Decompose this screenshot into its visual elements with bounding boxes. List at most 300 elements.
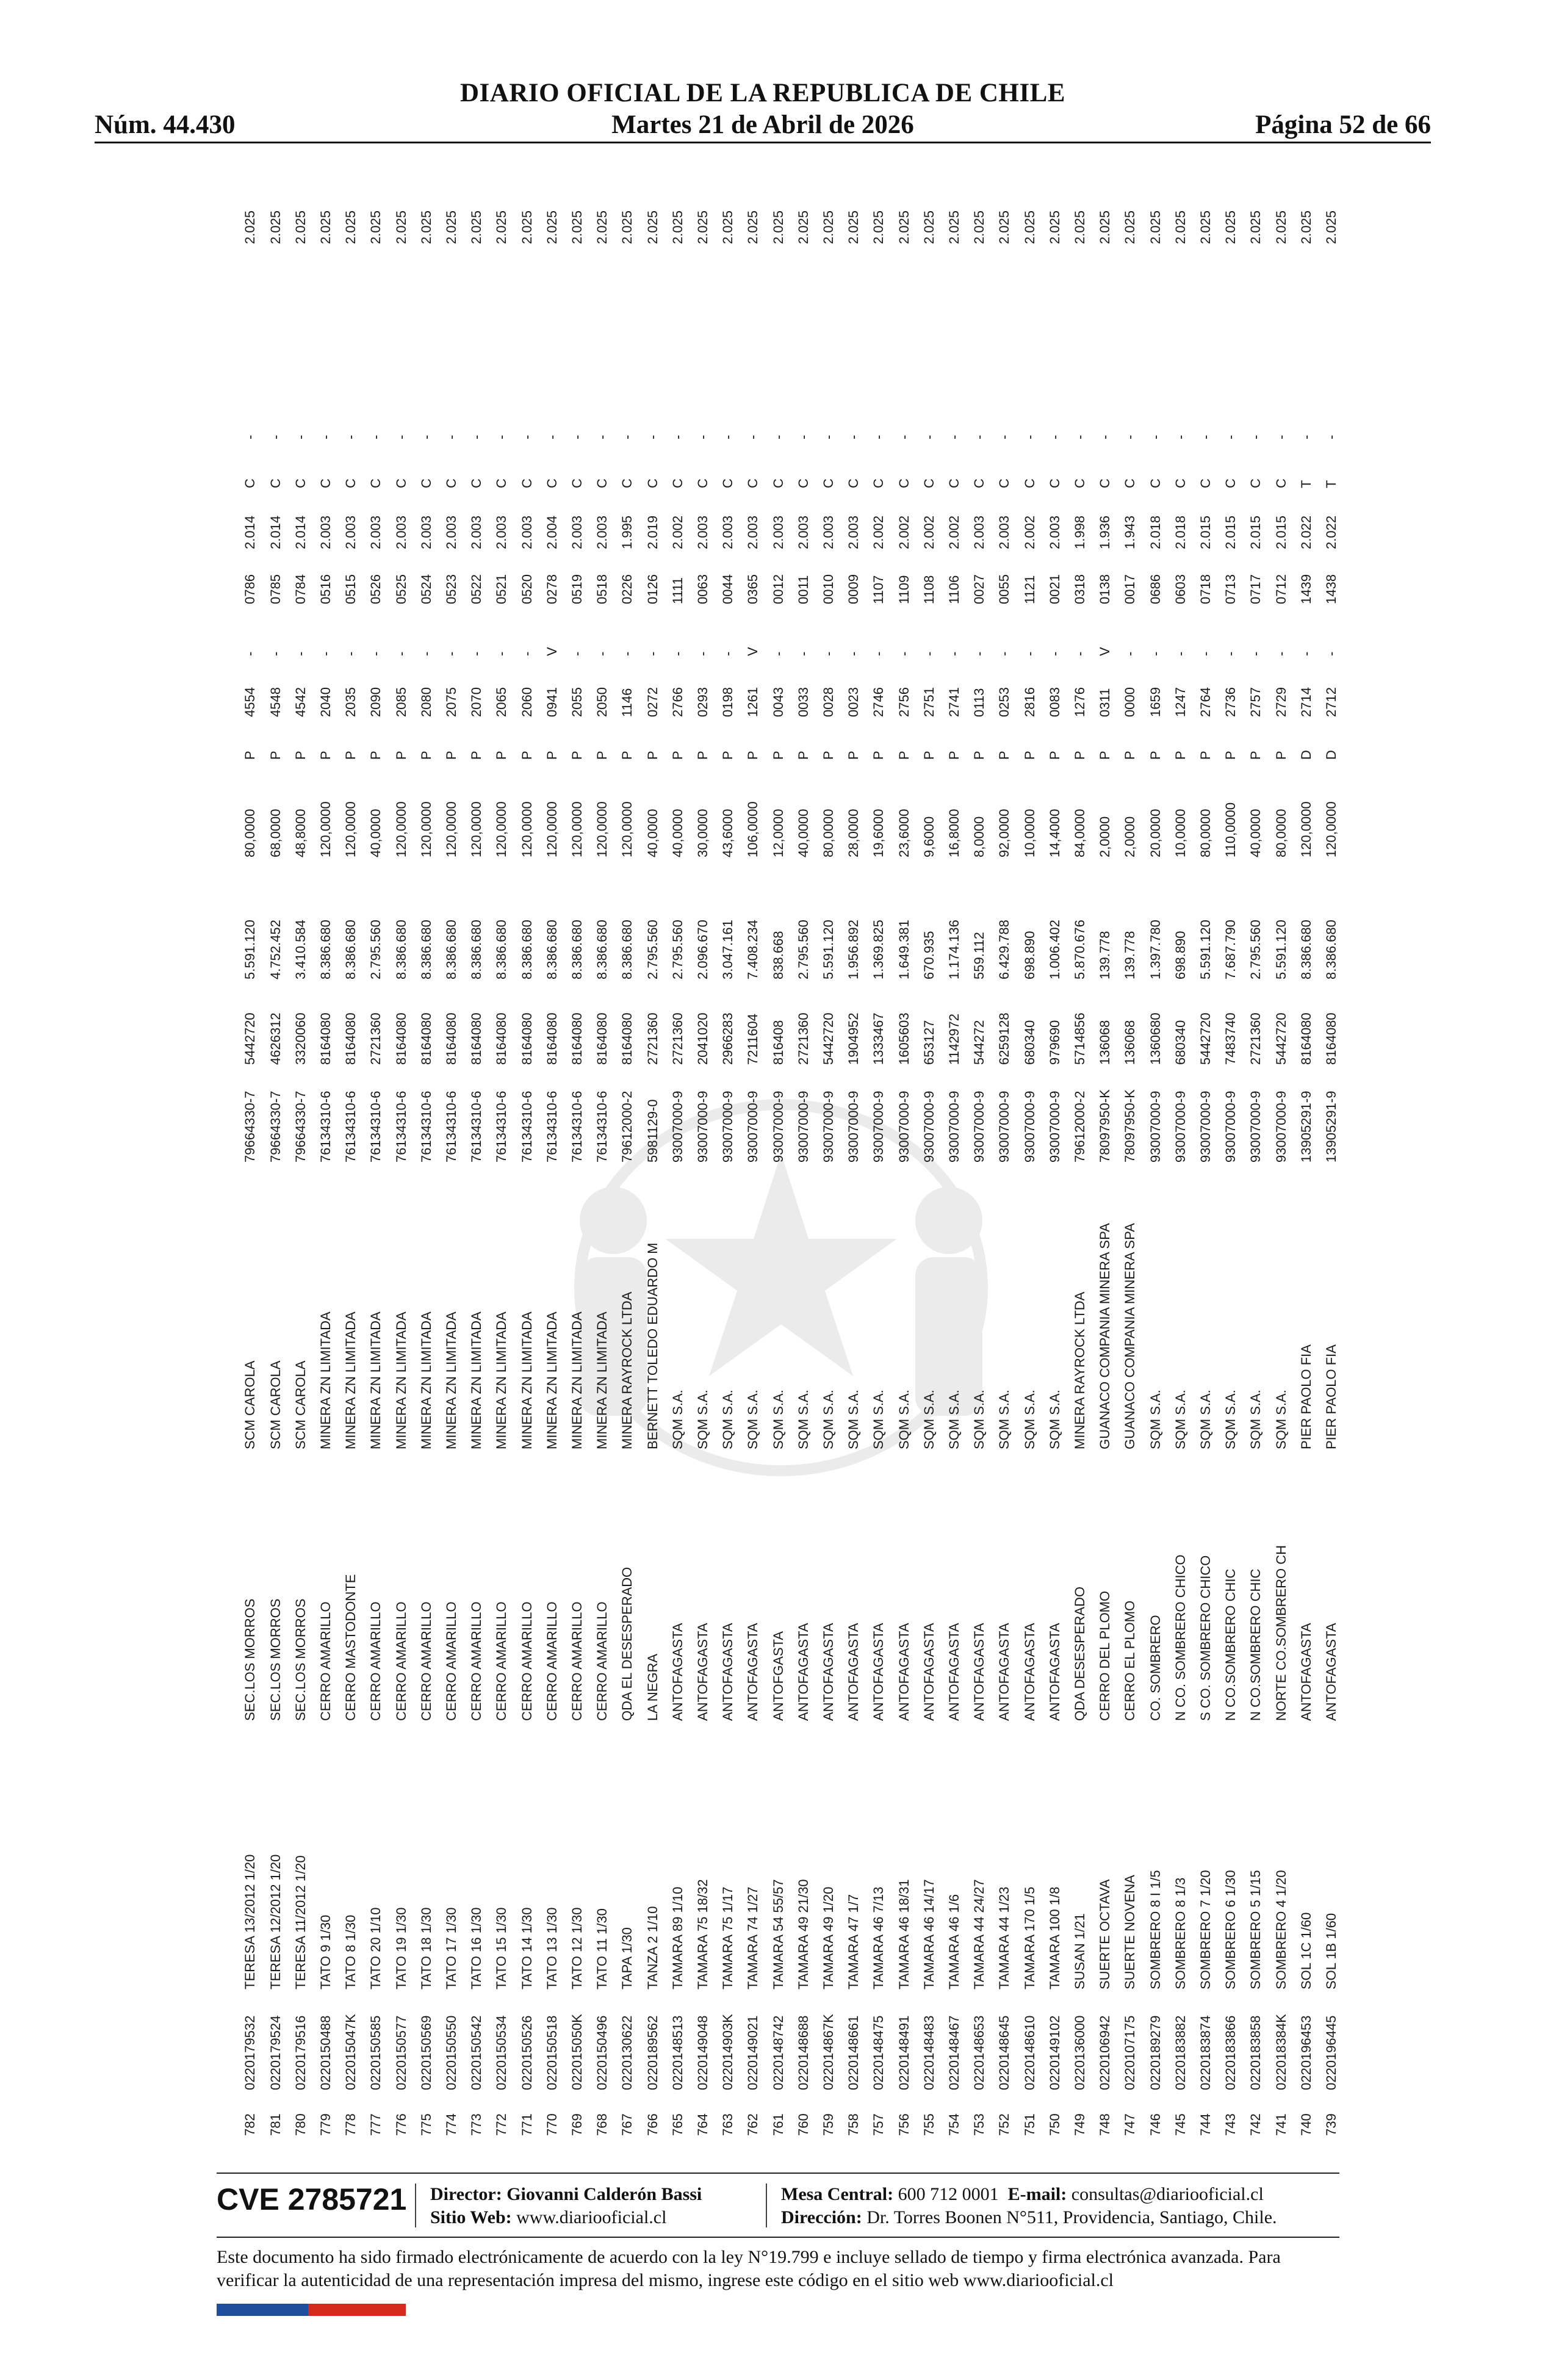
cell-hectares: 120,0000	[343, 801, 359, 857]
cell-letter: T	[1298, 480, 1314, 488]
cell-hectares: 43,6000	[720, 809, 736, 857]
cell-dash: -	[1198, 435, 1213, 439]
cell-year: 2.022	[1298, 515, 1314, 549]
cell-holder: SQM S.A.	[795, 1390, 811, 1449]
cell-concession-name: TAMARA 44 1/23	[996, 1886, 1012, 1989]
cell-value-2: 2.795.560	[1248, 920, 1264, 979]
cell-rut: 76134310-6	[343, 1091, 359, 1163]
cell-folio: 2075	[444, 687, 459, 717]
table-row	[313, 165, 338, 2148]
cell-holder: MINERA RAYROCK LTDA	[619, 1291, 635, 1449]
cell-year-2: 2.025	[1097, 210, 1113, 244]
cell-code: 0220150542	[469, 2015, 484, 2090]
cell-code: 0220148688	[795, 2015, 811, 2090]
cell-year: 1.995	[619, 515, 635, 549]
cell-letter: C	[996, 478, 1012, 488]
table-row	[414, 165, 439, 2148]
cell-hectares: 120,0000	[469, 801, 484, 857]
cell-folio: 0311	[1097, 688, 1113, 717]
cell-code: 0220179524	[267, 2015, 283, 2090]
table-row	[1294, 165, 1319, 2148]
cell-value-1: 5714856	[1072, 1012, 1087, 1065]
cell-value-1: 8164080	[393, 1012, 409, 1065]
cell-type: P	[921, 751, 937, 760]
cell-letter: C	[418, 478, 434, 488]
cell-code: 0220148661	[846, 2015, 862, 2090]
cell-concession-name: TAMARA 170 1/5	[1021, 1886, 1037, 1989]
cell-dash: -	[393, 435, 409, 439]
cell-rut: 79664330-7	[267, 1091, 283, 1163]
cell-year: 2.015	[1223, 515, 1239, 549]
cell-holder: SQM S.A.	[846, 1390, 862, 1449]
cell-location: CERRO AMARILLO	[544, 1601, 560, 1721]
cell-location: ANTOFAGASTA	[1298, 1623, 1314, 1721]
footer-contact-block	[781, 2183, 1277, 2229]
mesa-phone: 600 712 0001	[898, 2184, 999, 2204]
cell-value-2: 8.386.680	[343, 920, 359, 979]
cell-dash: -	[996, 435, 1012, 439]
director-name: Giovanni Calderón Bassi	[506, 2184, 702, 2204]
cell-number: 1107	[871, 575, 887, 604]
cell-number: 0010	[821, 574, 836, 604]
cell-dash: -	[921, 435, 937, 439]
cell-hectares: 106,0000	[745, 801, 761, 857]
issue-date: Martes 21 de Abril de 2026	[611, 110, 914, 139]
cell-holder: MINERA ZN LIMITADA	[343, 1311, 359, 1449]
cell-flag: -	[669, 651, 685, 656]
cell-location: ANTOFAGASTA	[921, 1623, 937, 1721]
table-row	[1092, 165, 1117, 2148]
cell-value-1: 6259128	[996, 1012, 1012, 1065]
cell-letter: C	[971, 478, 987, 488]
cell-rut: 79612000-2	[619, 1091, 635, 1163]
cell-concession-name: TAMARA 74 1/27	[745, 1886, 761, 1989]
cell-number: 0009	[846, 574, 862, 604]
cell-location: CERRO AMARILLO	[444, 1601, 459, 1721]
header-divider	[95, 142, 1431, 143]
cell-value-1: 8164080	[619, 1012, 635, 1065]
cell-type: P	[619, 751, 635, 760]
cell-year-2: 2.025	[821, 210, 836, 244]
cell-type: P	[946, 751, 962, 760]
cell-code: 0220149102	[1046, 2015, 1062, 2090]
table-row	[1017, 165, 1042, 2148]
cell-letter: C	[1273, 478, 1289, 488]
address-label: Dirección:	[781, 2207, 862, 2227]
cell-letter: C	[795, 478, 811, 488]
cell-holder: SQM S.A.	[1273, 1390, 1289, 1449]
cell-flag: -	[1072, 651, 1087, 656]
cell-number: 0027	[971, 574, 987, 604]
cell-hectares: 20,0000	[1147, 809, 1163, 857]
table-row	[1243, 165, 1268, 2148]
cell-year: 2.015	[1248, 515, 1264, 549]
cell-type: P	[418, 751, 434, 760]
cell-rut: 93007000-9	[745, 1091, 761, 1163]
table-row	[288, 165, 313, 2148]
cell-row-number: 767	[619, 2113, 635, 2136]
table-row	[614, 165, 639, 2148]
cell-rut: 13905291-9	[1298, 1091, 1314, 1163]
cell-value-1: 8164080	[444, 1012, 459, 1065]
cell-hectares: 40,0000	[1248, 809, 1264, 857]
cell-dash: -	[1273, 435, 1289, 439]
cell-code: 0220149048	[695, 2015, 710, 2090]
cell-number: 0044	[720, 574, 736, 604]
cell-row-number: 741	[1273, 2113, 1289, 2136]
cell-value-1: 136068	[1122, 1020, 1138, 1065]
cell-row-number: 777	[368, 2113, 384, 2136]
cell-rut: 93007000-9	[1198, 1091, 1213, 1163]
cell-dash: -	[1223, 435, 1239, 439]
cell-code: 0220130622	[619, 2015, 635, 2090]
email-link[interactable]: consultas@diariooficial.cl	[1071, 2184, 1264, 2204]
cell-row-number: 775	[418, 2113, 434, 2136]
cell-code: 0220196453	[1298, 2015, 1314, 2090]
cell-holder: SQM S.A.	[1172, 1390, 1188, 1449]
table-row	[338, 165, 363, 2148]
cell-dash: -	[871, 435, 887, 439]
cell-row-number: 776	[393, 2113, 409, 2136]
cell-letter: C	[444, 478, 459, 488]
cell-year: 2.014	[267, 515, 283, 549]
cell-code: 0220150526	[519, 2015, 535, 2090]
cell-dash: -	[1097, 435, 1113, 439]
cell-dash: -	[1046, 435, 1062, 439]
cell-flag: -	[569, 651, 585, 656]
cell-hectares: 120,0000	[544, 801, 560, 857]
cell-flag: -	[1122, 651, 1138, 656]
cell-row-number: 773	[469, 2113, 484, 2136]
cell-rut: 5981129-0	[644, 1099, 660, 1163]
cell-code: 022014903K	[720, 2014, 736, 2090]
cell-holder: SQM S.A.	[745, 1390, 761, 1449]
cell-number: 0522	[469, 574, 484, 604]
cell-type: P	[745, 751, 761, 760]
cell-type: P	[871, 751, 887, 760]
table-row	[1117, 165, 1142, 2148]
cell-year-2: 2.025	[292, 210, 308, 244]
cell-letter: C	[1172, 478, 1188, 488]
cell-letter: C	[292, 478, 308, 488]
cell-value-1: 4626312	[267, 1012, 283, 1065]
cell-rut: 76134310-6	[569, 1091, 585, 1163]
table-row	[564, 165, 589, 2148]
cell-value-2: 5.591.120	[242, 920, 258, 979]
cell-year-2: 2.025	[444, 210, 459, 244]
table-row	[992, 165, 1017, 2148]
cell-rut: 93007000-9	[996, 1091, 1012, 1163]
cell-rut: 76134310-6	[418, 1091, 434, 1163]
cell-location: CERRO AMARILLO	[393, 1601, 409, 1721]
cell-row-number: 758	[846, 2113, 862, 2136]
cell-number: 0365	[745, 574, 761, 604]
cell-value-2: 1.174.136	[946, 920, 962, 979]
cell-year: 2.002	[946, 515, 962, 549]
cell-type: P	[267, 751, 283, 760]
cell-letter: C	[1046, 478, 1062, 488]
cell-concession-name: SOL 1C 1/60	[1298, 1912, 1314, 1989]
cell-location: CO. SOMBRERO	[1147, 1615, 1163, 1721]
cell-folio: 2729	[1273, 687, 1289, 717]
cell-hectares: 120,0000	[1298, 801, 1314, 857]
cell-row-number: 782	[242, 2113, 258, 2136]
cell-row-number: 752	[996, 2113, 1012, 2136]
cell-letter: C	[1122, 478, 1138, 488]
cell-value-1: 2721360	[669, 1012, 685, 1065]
cell-year-2: 2.025	[1273, 210, 1289, 244]
cell-dash: -	[544, 435, 560, 439]
cell-code: 0220150488	[318, 2015, 333, 2090]
cell-folio: 1146	[619, 688, 635, 717]
cell-holder: PIER PAOLO FIA	[1324, 1344, 1339, 1449]
cell-hectares: 40,0000	[669, 809, 685, 857]
cell-location: LA NEGRA	[644, 1653, 660, 1721]
cell-number: 0011	[795, 575, 811, 604]
cell-year-2: 2.025	[418, 210, 434, 244]
cell-hectares: 120,0000	[318, 801, 333, 857]
cell-year-2: 2.025	[544, 210, 560, 244]
cell-code: 022015050K	[569, 2014, 585, 2090]
cell-value-2: 8.386.680	[393, 920, 409, 979]
cell-value-2: 8.386.680	[619, 920, 635, 979]
cell-dash: -	[946, 435, 962, 439]
table-row	[1269, 165, 1294, 2148]
cell-code: 022015047K	[343, 2014, 359, 2090]
cell-letter: C	[594, 478, 610, 488]
cell-number: 0226	[619, 574, 635, 604]
cell-year: 2.003	[846, 515, 862, 549]
cell-rut: 13905291-9	[1324, 1091, 1339, 1163]
cell-folio: 2070	[469, 687, 484, 717]
cell-year: 2.003	[444, 515, 459, 549]
cell-dash: -	[519, 435, 535, 439]
cell-row-number: 749	[1072, 2113, 1087, 2136]
cell-year-2: 2.025	[368, 210, 384, 244]
cell-flag: -	[594, 651, 610, 656]
cell-row-number: 747	[1122, 2113, 1138, 2136]
cell-concession-name: SOL 1B 1/60	[1324, 1913, 1339, 1989]
website-link[interactable]: www.diariooficial.cl	[516, 2207, 667, 2227]
cell-flag: -	[1298, 651, 1314, 656]
cell-concession-name: TERESA 11/2012 1/20	[292, 1855, 308, 1989]
cell-dash: -	[1248, 435, 1264, 439]
cell-row-number: 763	[720, 2113, 736, 2136]
cell-type: P	[720, 751, 736, 760]
cell-code: 0220148653	[971, 2015, 987, 2090]
cell-year: 2.003	[393, 515, 409, 549]
cell-number: 0063	[695, 574, 710, 604]
cell-location: ANTOFAGASTA	[669, 1623, 685, 1721]
cell-number: 1121	[1021, 575, 1037, 604]
cell-rut: 93007000-9	[1273, 1091, 1289, 1163]
cell-value-1: 979690	[1046, 1020, 1062, 1065]
cell-year-2: 2.025	[1147, 210, 1163, 244]
cell-folio: 2756	[896, 687, 912, 717]
cell-location: QDA EL DESESPERADO	[619, 1567, 635, 1721]
cell-flag: -	[318, 651, 333, 656]
page-number: Página 52 de 66	[1255, 110, 1431, 139]
cell-flag: -	[418, 651, 434, 656]
cell-dash: -	[318, 435, 333, 439]
cell-letter: C	[846, 478, 862, 488]
cell-flag: -	[720, 651, 736, 656]
cell-row-number: 745	[1172, 2113, 1188, 2136]
cell-type: P	[242, 751, 258, 760]
cell-letter: C	[267, 478, 283, 488]
cell-year-2: 2.025	[494, 210, 510, 244]
cell-holder: SQM S.A.	[896, 1390, 912, 1449]
newspaper-title: DIARIO OFICIAL DE LA REPUBLICA DE CHILE	[460, 79, 1065, 107]
cell-row-number: 778	[343, 2113, 359, 2136]
cell-location: ANTOFAGASTA	[946, 1623, 962, 1721]
cell-value-2: 8.386.680	[544, 920, 560, 979]
table-row	[942, 165, 967, 2148]
cell-rut: 93007000-9	[821, 1091, 836, 1163]
cell-rut: 93007000-9	[1021, 1091, 1037, 1163]
cell-row-number: 756	[896, 2113, 912, 2136]
cell-value-1: 8164080	[544, 1012, 560, 1065]
cell-code: 0220183874	[1198, 2015, 1213, 2090]
cell-type: P	[1021, 751, 1037, 760]
cell-location: CERRO MASTODONTE	[343, 1574, 359, 1721]
cell-hectares: 10,0000	[1021, 809, 1037, 857]
cell-value-1: 8164080	[494, 1012, 510, 1065]
cell-year-2: 2.025	[896, 210, 912, 244]
cell-type: P	[469, 751, 484, 760]
cell-folio: 2090	[368, 687, 384, 717]
cell-holder: MINERA ZN LIMITADA	[393, 1311, 409, 1449]
cell-year-2: 2.025	[393, 210, 409, 244]
cell-value-2: 5.591.120	[1273, 920, 1289, 979]
cell-location: ANTOFAGASTA	[821, 1623, 836, 1721]
cell-value-2: 139.778	[1122, 931, 1138, 979]
cell-rut: 79664330-7	[242, 1091, 258, 1163]
cell-type: P	[292, 751, 308, 760]
cell-hectares: 80,0000	[821, 809, 836, 857]
cell-row-number: 750	[1046, 2113, 1062, 2136]
cell-concession-name: TATO 19 1/30	[393, 1907, 409, 1989]
cell-year-2: 2.025	[921, 210, 937, 244]
cell-flag: V	[1097, 647, 1113, 656]
cell-value-1: 1142972	[946, 1013, 962, 1065]
cell-concession-name: SOMBRERO 8 I 1/5	[1147, 1870, 1163, 1989]
cell-hectares: 10,0000	[1172, 809, 1188, 857]
cell-flag: V	[544, 647, 560, 656]
cell-code: 0220183882	[1172, 2015, 1188, 2090]
concessions-table	[217, 165, 1339, 2148]
table-row	[640, 165, 665, 2148]
cell-location: CERRO DEL PLOMO	[1097, 1590, 1113, 1721]
cell-holder: MINERA ZN LIMITADA	[444, 1311, 459, 1449]
cell-holder: SQM S.A.	[669, 1390, 685, 1449]
cell-dash: -	[1147, 435, 1163, 439]
cell-holder: SQM S.A.	[1147, 1390, 1163, 1449]
cell-flag: -	[896, 651, 912, 656]
cell-dash: -	[242, 435, 258, 439]
cell-number: 1111	[669, 577, 685, 604]
cell-year-2: 2.025	[846, 210, 862, 244]
cell-holder: SQM S.A.	[996, 1390, 1012, 1449]
cell-flag: -	[1172, 651, 1188, 656]
cell-year: 2.003	[745, 515, 761, 549]
cell-flag: -	[996, 651, 1012, 656]
cell-number: 0718	[1198, 574, 1213, 604]
cell-concession-name: TATO 14 1/30	[519, 1907, 535, 1989]
cell-folio: 2766	[669, 687, 685, 717]
cell-location: ANTOFAGASTA	[996, 1623, 1012, 1721]
cell-code: 0220136000	[1072, 2015, 1087, 2090]
cell-flag: -	[821, 651, 836, 656]
cell-row-number: 753	[971, 2113, 987, 2136]
cell-number: 0017	[1122, 574, 1138, 604]
cell-letter: C	[242, 478, 258, 488]
cell-dash: -	[619, 435, 635, 439]
cell-flag: -	[1324, 651, 1339, 656]
cell-letter: C	[1248, 478, 1264, 488]
cell-concession-name: SOMBRERO 4 1/20	[1273, 1870, 1289, 1989]
cell-type: P	[644, 751, 660, 760]
cell-number: 0525	[393, 574, 409, 604]
cell-location: CERRO AMARILLO	[494, 1601, 510, 1721]
cell-holder: MINERA ZN LIMITADA	[569, 1311, 585, 1449]
cell-hectares: 16,8000	[946, 809, 962, 857]
cell-rut: 76134310-6	[444, 1091, 459, 1163]
cell-code: 0220107175	[1122, 2015, 1138, 2090]
cell-code: 022018384K	[1273, 2014, 1289, 2090]
cell-concession-name: TAPA 1/30	[619, 1927, 635, 1989]
legal-notice: Este documento ha sido firmado electrónicamente de acuerdo con la ley N°19.799 e incluye sellado de tiempo y firma electrónica avanzada. Para verificar la autenticidad de una representación impresa del mismo, ingrese este código en el sitio web www.diariooficial.cl	[217, 2247, 1281, 2290]
cell-holder: SQM S.A.	[720, 1390, 736, 1449]
cell-code: 0220148475	[871, 2015, 887, 2090]
cell-letter: C	[519, 478, 535, 488]
cell-location: SEC.LOS MORROS	[292, 1598, 308, 1721]
cell-hectares: 120,0000	[519, 801, 535, 857]
cell-year-2: 2.025	[1298, 210, 1314, 244]
cell-folio: 1276	[1072, 687, 1087, 717]
footer-separator	[766, 2183, 767, 2227]
cell-year-2: 2.025	[1122, 210, 1138, 244]
cell-folio: 0113	[971, 688, 987, 717]
cell-folio: 0253	[996, 687, 1012, 717]
cell-year-2: 2.025	[1021, 210, 1037, 244]
cell-value-1: 2721360	[644, 1012, 660, 1065]
cell-value-2: 1.369.825	[871, 920, 887, 979]
cell-rut: 93007000-9	[946, 1091, 962, 1163]
cell-number: 0526	[368, 574, 384, 604]
cell-flag: -	[444, 651, 459, 656]
cell-hectares: 68,0000	[267, 809, 283, 857]
cell-hectares: 120,0000	[619, 801, 635, 857]
cell-folio: 2714	[1298, 687, 1314, 717]
cell-type: P	[393, 751, 409, 760]
cell-holder: SQM S.A.	[921, 1390, 937, 1449]
cell-hectares: 120,0000	[569, 801, 585, 857]
cell-code: 0220150569	[418, 2015, 434, 2090]
cell-year-2: 2.025	[720, 210, 736, 244]
cell-rut: 76134310-6	[494, 1091, 510, 1163]
cell-flag: -	[619, 651, 635, 656]
cell-year: 2.018	[1172, 515, 1188, 549]
cell-folio: 2751	[921, 687, 937, 717]
cell-value-2: 8.386.680	[569, 920, 585, 979]
cell-letter: C	[770, 478, 786, 488]
cell-type: P	[1248, 751, 1264, 760]
cell-value-1: 2041020	[695, 1012, 710, 1065]
cell-value-1: 8164080	[519, 1012, 535, 1065]
cell-value-1: 8164080	[1324, 1012, 1339, 1065]
table-row	[715, 165, 740, 2148]
